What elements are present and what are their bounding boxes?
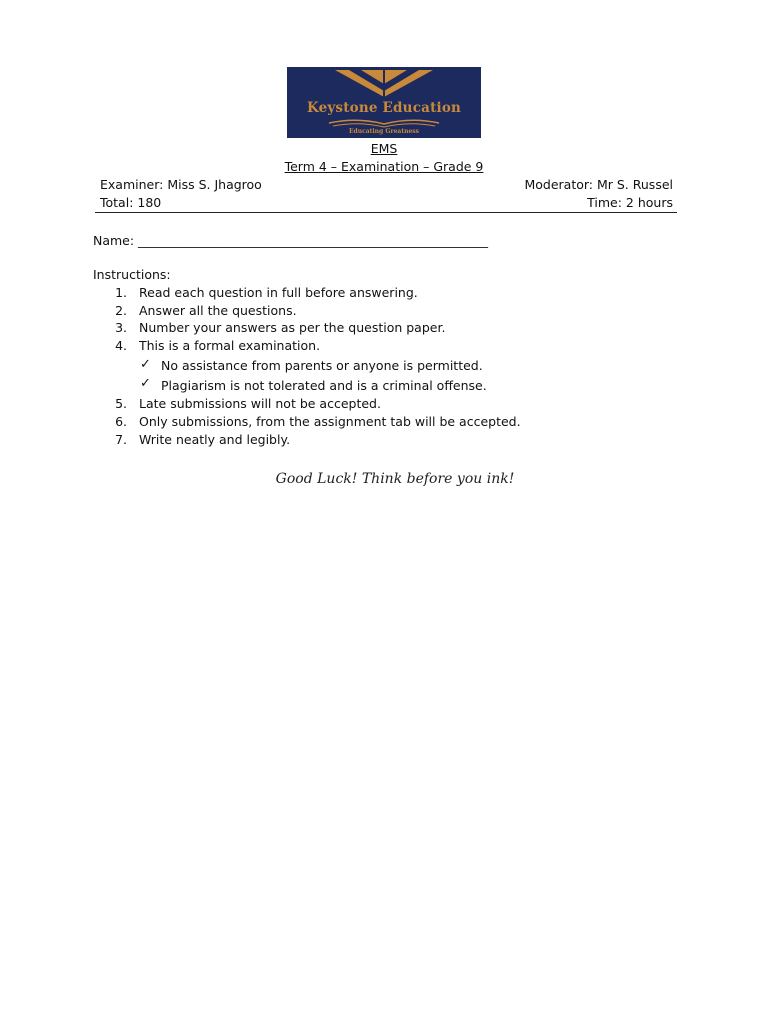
list-number: 5. — [115, 396, 127, 411]
logo-title: Keystone Education — [306, 100, 462, 116]
total-marks: Total: 180 — [100, 195, 162, 210]
instructions-heading: Instructions: — [93, 267, 171, 282]
logo-tagline: Educating Greatness — [348, 128, 420, 135]
list-number: 4. — [115, 338, 127, 353]
keystone-logo — [287, 67, 481, 138]
name-field-line: Name: ________________________________________________________ — [93, 233, 489, 248]
checkmark-icon: ✓ — [140, 357, 151, 372]
header-divider — [95, 212, 677, 213]
list-number: 3. — [115, 320, 127, 335]
sub-list-text: Plagiarism is not tolerated and is a criminal offense. — [161, 378, 487, 393]
exam-title: Term 4 – Examination – Grade 9 — [284, 159, 484, 174]
list-text: Write neatly and legibly. — [139, 432, 291, 447]
checkmark-icon: ✓ — [140, 376, 151, 391]
closing-message: Good Luck! Think before you ink! — [275, 471, 515, 487]
list-text: Read each question in full before answering. — [139, 285, 418, 300]
examiner-label: Examiner: Miss S. Jhagroo — [100, 177, 262, 192]
list-text: Answer all the questions. — [139, 303, 297, 318]
list-text: Late submissions will not be accepted. — [139, 396, 381, 411]
moderator-label: Moderator: Mr S. Russel — [524, 177, 673, 192]
sub-list-text: No assistance from parents or anyone is permitted. — [161, 358, 483, 373]
list-number: 7. — [115, 432, 127, 447]
list-text: This is a formal examination. — [139, 338, 321, 353]
subject-title: EMS — [370, 141, 398, 156]
list-text: Number your answers as per the question paper. — [139, 320, 446, 335]
time-allowed: Time: 2 hours — [587, 195, 673, 210]
list-number: 6. — [115, 414, 127, 429]
list-text: Only submissions, from the assignment tab will be accepted. — [139, 414, 521, 429]
list-number: 1. — [115, 285, 127, 300]
list-number: 2. — [115, 303, 127, 318]
